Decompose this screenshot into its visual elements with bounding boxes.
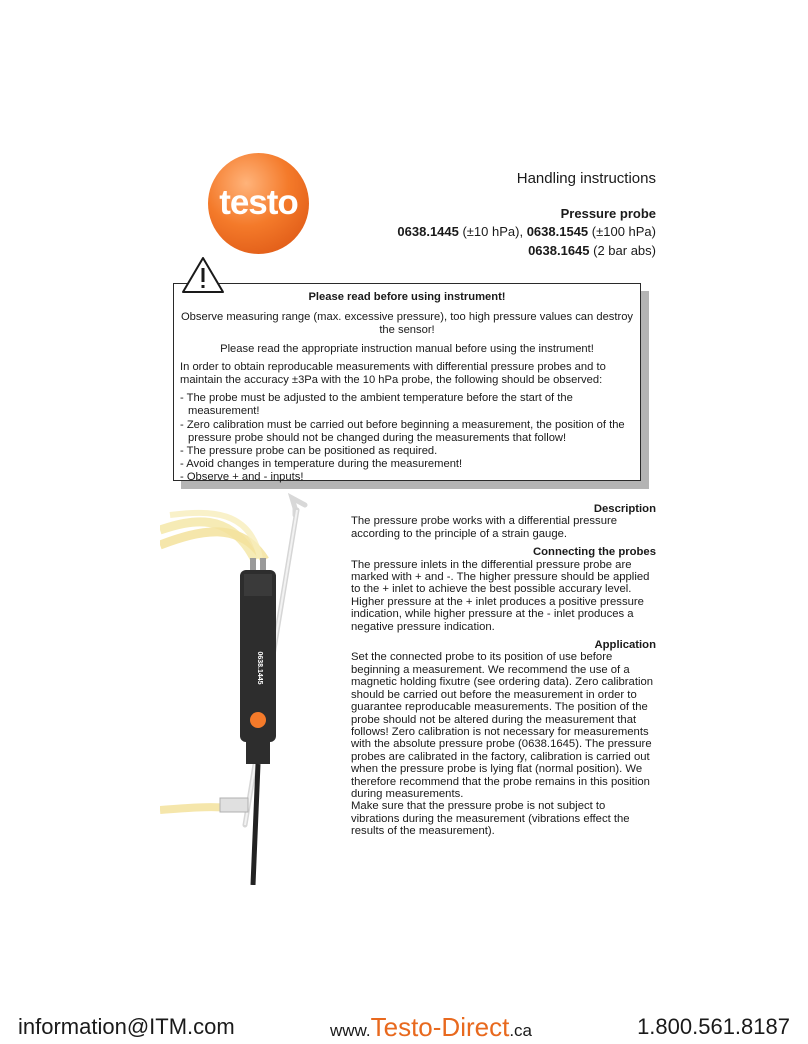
- warning-manual-note: Please read the appropriate instruction manual before using the instrument!: [220, 342, 594, 355]
- warning-item: - The probe must be adjusted to the ambient temperature before the start of the measurement!: [180, 392, 573, 418]
- probe-label: 0638.1445: [256, 651, 263, 685]
- description-body: The pressure probe works with a differential pressure according to the principle of a strain gauge.: [351, 515, 618, 540]
- page-title: Handling instructions: [516, 170, 656, 187]
- pressure-probe-illustration: [160, 490, 310, 885]
- description-column: [351, 503, 656, 838]
- model-range: (±10 hPa),: [458, 224, 527, 239]
- application-body-2: Make sure that the pressure probe is not subject to vibrations during the measurement (vibrations effect the results of the measurement).: [351, 800, 630, 838]
- description-heading: Description: [593, 503, 656, 515]
- logo-text: testo: [219, 183, 298, 222]
- connecting-body: The pressure inlets in the differential pressure probe are marked with + and -. The higher pressure should be applied to the + inlet to achieve the best possible accurary level. Higher pressure at the + inlet produces a positive pressure indication, while higher pressure at the - inlet produces a negative pressure indication.: [351, 558, 650, 633]
- warning-item: - Zero calibration must be carried out before beginning a measurement, the position of the pressure probe should not be changed during the measurements that follow!: [180, 418, 625, 444]
- warning-intro: In order to obtain reproducable measurements with differential pressure probes and to maintain the accuracy ±3Pa with the 10 hPa probe, the following should be observed:: [180, 360, 606, 387]
- model-code: 0638.1445: [397, 224, 459, 239]
- warning-item: - Avoid changes in temperature during the measurement!: [180, 458, 463, 471]
- footer-website[interactable]: [330, 1012, 532, 1043]
- product-name: Pressure probe: [560, 206, 656, 221]
- web-brand: Testo-Direct: [370, 1012, 510, 1042]
- model-range: (2 bar abs): [589, 243, 656, 258]
- warning-item: - Observe + and - inputs!: [180, 471, 304, 484]
- warning-box: [173, 283, 649, 489]
- model-line-2: [528, 243, 656, 258]
- warning-range-note: Observe measuring range (max. excessive pressure), too high pressure values can destroy the sensor!: [180, 311, 634, 337]
- warning-triangle-icon: [181, 256, 225, 294]
- testo-logo: [208, 153, 309, 254]
- application-heading: Application: [594, 639, 656, 652]
- application-body: Set the connected probe to its position of use before beginning a measurement. We recommend the use of a magnetic holding fixutre (see ordering data). Zero calibration should be carried out before the measurement in order to guarantee reproducable measurements. The position of the probe should not be altered during the measurement that follows! Zero calibration is not necessary for measurements with the absolute pressure probe (0638.1645). The pressure probes are calibrated in the factory, calibration is carried out when the pressure probe is lying flat (normal position). We therefore recommend that the probe remains in this position during measurements.: [351, 651, 654, 800]
- warning-item: - The pressure probe can be positioned as required.: [180, 445, 438, 458]
- footer: [0, 1010, 808, 1044]
- warning-heading: Please read before using instrument!: [308, 291, 506, 303]
- warning-panel: [173, 283, 641, 484]
- web-prefix: www.: [330, 1021, 371, 1040]
- footer-email[interactable]: information@ITM.com: [18, 1014, 235, 1039]
- model-range: (±100 hPa): [588, 224, 656, 239]
- web-suffix: .ca: [509, 1021, 533, 1040]
- warning-list: [180, 392, 634, 484]
- model-code: 0638.1645: [528, 243, 590, 258]
- model-code: 0638.1545: [526, 224, 589, 239]
- footer-phone: 1.800.561.8187: [637, 1014, 790, 1039]
- model-line-1: [397, 224, 656, 239]
- connecting-heading: Connecting the probes: [532, 546, 656, 559]
